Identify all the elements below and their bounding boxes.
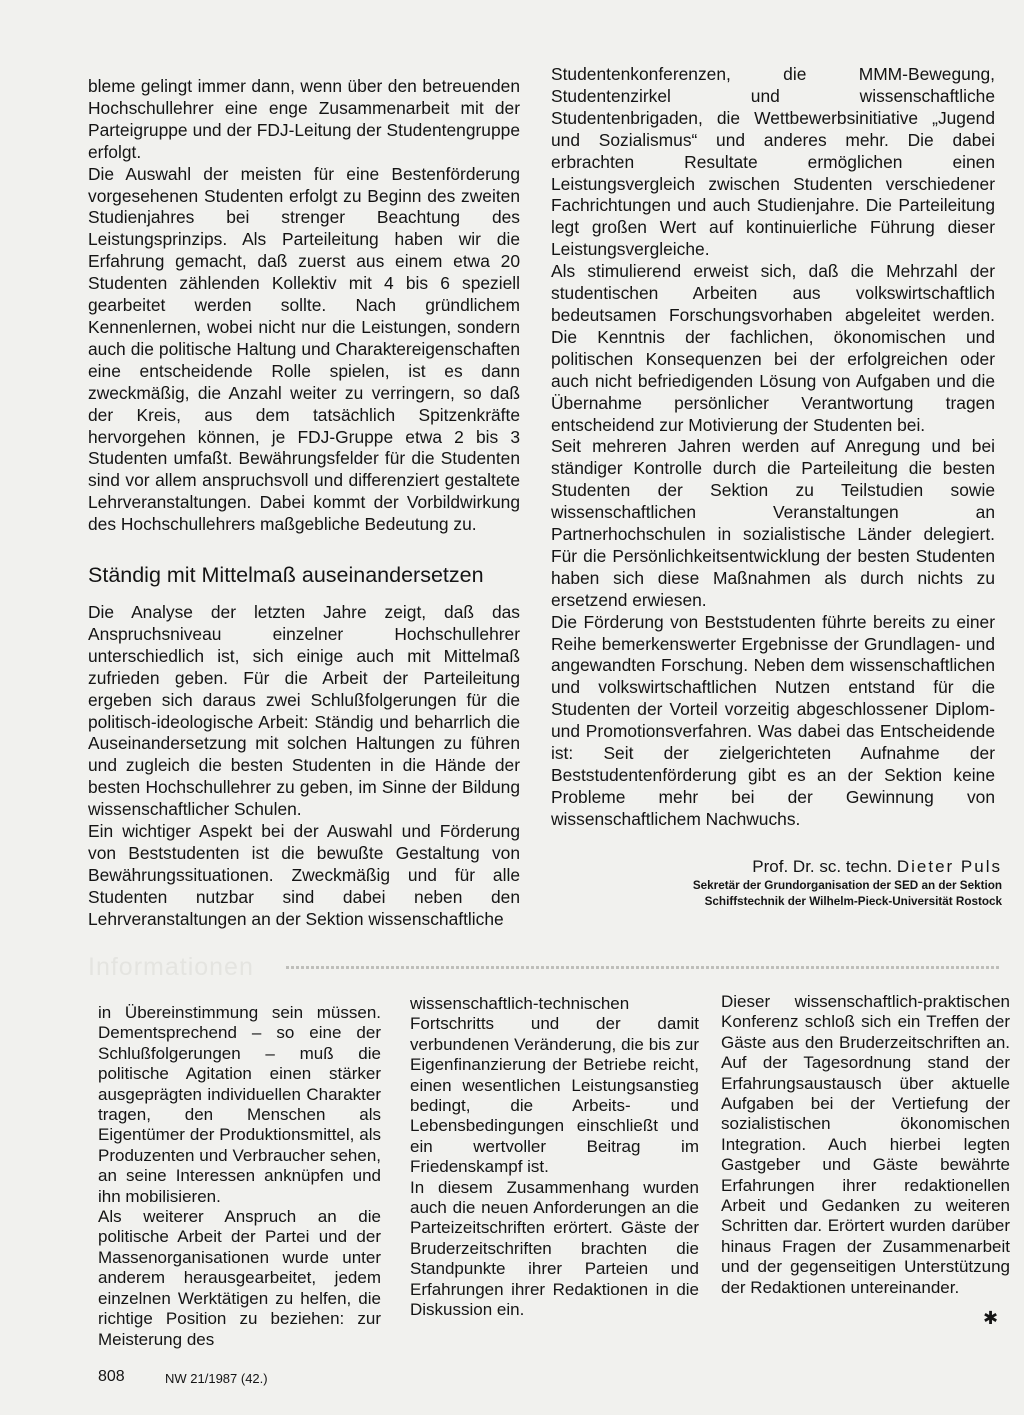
ink-blot-icon: ✱ bbox=[983, 1308, 999, 1328]
paragraph: Die Förderung von Beststudenten führte bereits zu einer Reihe bemerkenswerter Ergebnisse der Grundlagen- und angewandten Forschung. Neben dem wissenschaftlichen und volkswirtschaftlichen Nutzen entstand für die Studenten der Vorteil vorzeitig abgeschlossener Diplom- und Promotionsverfahren. Was dabei das Entscheidende ist: Seit der zielgerichteten Aufnahme der Beststudentenförderung gibt es an der Sektion keine Probleme mehr bei der Gewinnung von wissenschaftlichem Nachwuchs. bbox=[551, 611, 995, 829]
information-column-1 bbox=[98, 1003, 381, 1350]
paragraph: Studentenkonferenzen, die MMM-Bewegung, Studentenzirkel und wissenschaftliche Studentenbrigaden, die Wettbewerbsinitiative „Jugend und Sozialismus“ und anderes mehr. Die dabei erbrachten Resultate ermöglichen einen Leistungsvergleich zwischen Studenten verschiedener Fachrichtungen und auch Studienjahre. Die Parteileitung legt großen Wert auf kontinuierliche Führung dieser Leistungsvergleiche. bbox=[551, 64, 995, 260]
author-signature bbox=[560, 856, 1002, 910]
author-name: Dieter Puls bbox=[896, 857, 1002, 876]
paragraph: Dieser wissenschaftlich-praktischen Konferenz schloß sich ein Treffen der Gäste aus den Bruderzeitschriften an. Auf der Tagesordnung stand der Erfahrungsaustausch über aktuelle Aufgaben bei der Vertiefung der sozialistischen ökonomischen Integration. Auch hierbei legten Gastgeber und Gäste bewährte Erfahrungen ihrer redaktionellen Arbeit und Gedanken zu weiteren Schritten dar. Erörtert wurden darüber hinaus Fragen der Zusammenarbeit und der gegenseitigen Unterstützung der Redaktionen untereinander. bbox=[721, 992, 1010, 1297]
paragraph: Die Auswahl der meisten für eine Bestenförderung vorgesehenen Studenten erfolgt zu Beginn des zweiten Studienjahres bei strenger Beachtung des Leistungsprinzips. Als Parteileitung haben wir die Erfahrung gemacht, daß zuerst aus einem etwa 20 Studenten zählenden Kollektiv mit 4 bis 6 speziell gearbeitet werden sollte. Nach gründlichem Kennenlernen, wobei nicht nur die Leistungen, sondern auch die politische Haltung und Charaktereigenschaften eine entscheidende Rolle spielen, ist es dann zweckmäßig, die Anzahl weiter zu verringern, so daß der Kreis, aus dem tatsächlich Spitzenkräfte hervorgehen können, je FDJ-Gruppe etwa 2 bis 3 Studenten umfaßt. Bewährungsfelder für die Studenten sind vor allem anspruchsvoll und differenziert gestaltete Lehrveranstaltungen. Dabei kommt der Vorbildwirkung des Hochschullehrers maßgebliche Bedeutung zu. bbox=[88, 163, 520, 535]
article-column-right bbox=[551, 64, 995, 831]
section-heading: Ständig mit Mittelmaß auseinandersetzen bbox=[88, 563, 484, 587]
paragraph: Die Analyse der letzten Jahre zeigt, daß das Anspruchsniveau einzelner Hochschullehrer unterschiedlich ist, sich einige auch mit Mittelmaß zufrieden geben. Für die Arbeit der Parteileitung ergeben sich daraus zwei Schlußfolgerungen für die politisch-ideologische Arbeit: Ständig und beharrlich die Auseinandersetzung mit solchen Haltungen zu führen und zugleich die besten Studenten in die Hände der besten Hochschullehrer zu geben, im Sinne der Bildung wissenschaftlicher Schulen. bbox=[88, 602, 520, 820]
paragraph: in Übereinstimmung sein müssen. Dementsprechend – so eine der Schlußfolgerungen – muß die politische Agitation einen stärker ausgeprägten individuellen Charakter tragen, den Menschen als Eigentümer der Produktionsmittel, als Produzenten und Verbraucher sehen, an seine Interessen anknüpfen und ihn mobilisieren. bbox=[98, 1003, 381, 1206]
author-title: Prof. Dr. sc. techn. bbox=[752, 857, 893, 876]
author-role-line-2: Schiffstechnik der Wilhelm-Pieck-Universität Rostock bbox=[704, 895, 1002, 908]
author-role-line-1: Sekretär der Grundorganisation der SED an der Sektion bbox=[692, 879, 1002, 892]
information-section-banner bbox=[88, 952, 1003, 986]
article-column-top-left bbox=[88, 76, 520, 536]
author-name-line bbox=[560, 856, 1002, 878]
paragraph: wissenschaftlich-technischen Fortschritts und der damit verbundenen Veränderung, die bis zur Eigenfinanzierung der Betriebe reicht, einen wesentlichen Leistungsanstieg bedingt, die Arbeits- und Lebensbedingungen einschließt und ein wertvoller Beitrag im Friedenskampf ist. bbox=[410, 994, 699, 1177]
paragraph: bleme gelingt immer dann, wenn über den betreuenden Hochschullehrer eine enge Zusammenarbeit mit der Parteigruppe und der FDJ-Leitung der Studentengruppe erfolgt. bbox=[88, 76, 520, 162]
information-column-2 bbox=[410, 994, 699, 1321]
banner-rule bbox=[286, 966, 1001, 969]
information-column-3 bbox=[721, 992, 1010, 1298]
page-number: 808 bbox=[98, 1368, 125, 1385]
paragraph: In diesem Zusammenhang wurden auch die neuen Anforderungen an die Parteizeitschriften erörtert. Gäste der Bruderzeitschriften brachten die Standpunkte ihrer Parteien und Erfahrungen ihrer Redaktionen in die Diskussion ein. bbox=[410, 1177, 699, 1320]
paragraph: Als stimulierend erweist sich, daß die Mehrzahl der studentischen Arbeiten aus volkswirtschaftlich bedeutsamen Forschungsvorhaben abgeleitet werden. Die Kenntnis der fachlichen, ökonomischen und politischen Konsequenzen bei der erfolgreichen oder auch nicht befriedigenden Lösung von Aufgaben und die Übernahme persönlicher Verantwortung tragen entscheidend zur Motivierung der Studenten bei. bbox=[551, 261, 995, 435]
banner-title: Informationen bbox=[88, 953, 254, 981]
paragraph: Ein wichtiger Aspekt bei der Auswahl und Förderung von Beststudenten ist die bewußte Gestaltung von Bewährungssituationen. Zweckmäßig und für alle Studenten nutzbar sind dabei neben den Lehrveranstaltungen an der Sektion wissenschaftliche bbox=[88, 821, 520, 929]
issue-reference: NW 21/1987 (42.) bbox=[165, 1371, 268, 1386]
article-column-lower-left bbox=[88, 602, 520, 931]
paragraph: Seit mehreren Jahren werden auf Anregung und bei ständiger Kontrolle durch die Parteileitung die besten Studenten der Sektion zu Teilstudien sowie wissenschaftlichen Veranstaltungen an Partnerhochschulen in sozialistische Länder delegiert. Für die Persönlichkeitsentwicklung der besten Studenten haben sich diese Maßnahmen als durch nichts zu ersetzend erwiesen. bbox=[551, 436, 995, 610]
paragraph: Als weiterer Anspruch an die politische Arbeit der Partei und der Massenorganisationen wurde unter anderem herausgearbeitet, jedem einzelnen Werktätigen zu helfen, die richtige Position zu beziehen: zur Meisterung des bbox=[98, 1207, 381, 1349]
